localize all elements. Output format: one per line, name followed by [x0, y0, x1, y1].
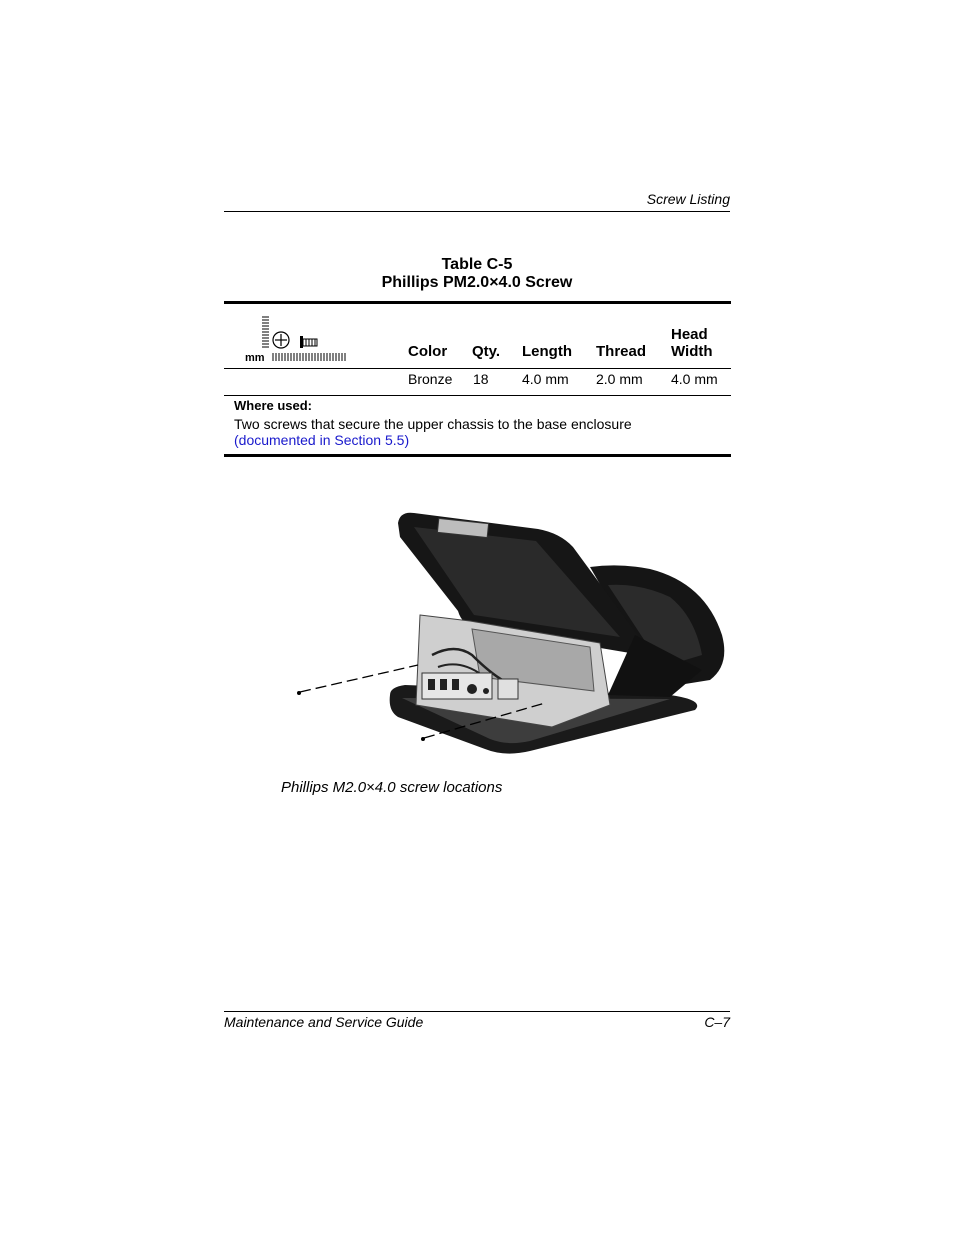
header-rule: [224, 211, 730, 212]
column-header-length: Length: [522, 343, 572, 360]
table-number: Table C-5: [441, 256, 513, 273]
cell-qty: 18: [473, 371, 489, 387]
cell-thread: 2.0 mm: [596, 371, 643, 387]
page-number: C–7: [704, 1014, 730, 1030]
footer-guide-title: Maintenance and Service Guide: [224, 1014, 424, 1030]
table-bottom-rule: [224, 454, 731, 457]
where-used-text: [234, 416, 632, 448]
section-link[interactable]: (documented in Section 5.5): [234, 432, 410, 448]
data-row-rule: [224, 395, 731, 396]
running-header: Screw Listing: [646, 191, 730, 207]
where-used-label: Where used:: [234, 398, 313, 413]
mm-unit-label: mm: [245, 352, 265, 364]
cell-head-width: 4.0 mm: [671, 371, 718, 387]
column-header-thread: Thread: [596, 343, 647, 360]
screw-diagram-icon: [245, 315, 355, 370]
column-header-head: Head: [671, 326, 708, 343]
table-caption: [224, 256, 730, 292]
device-illustration: [290, 505, 730, 760]
where-used-description: Two screws that secure the upper chassis to the base enclosure: [234, 416, 632, 432]
cell-length: 4.0 mm: [522, 371, 569, 387]
figure-caption: Phillips M2.0×4.0 screw locations: [281, 779, 503, 796]
table-top-rule: [224, 301, 731, 304]
header-row-rule: [224, 368, 731, 369]
cell-color: Bronze: [408, 371, 453, 387]
column-header-qty: Qty.: [472, 343, 501, 360]
footer-rule: [224, 1011, 730, 1012]
table-title: Phillips PM2.0×4.0 Screw: [381, 274, 573, 291]
column-header-color: Color: [408, 343, 448, 360]
column-header-width: Width: [671, 343, 713, 360]
